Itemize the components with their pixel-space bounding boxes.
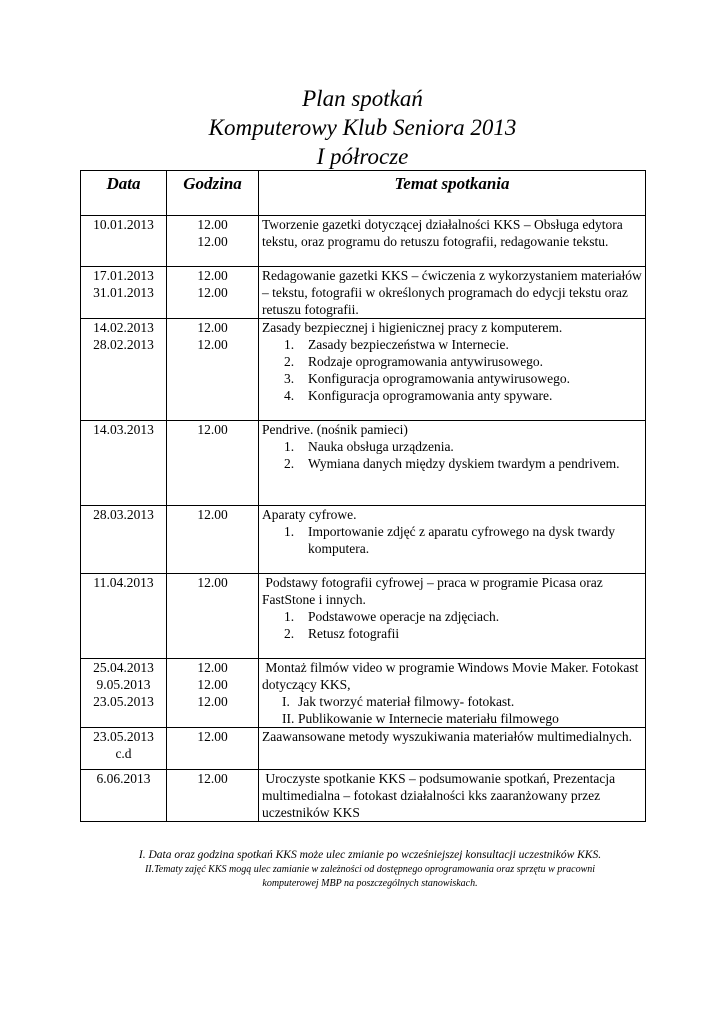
meeting-time: 12.00 — [197, 234, 228, 249]
list-item-number: 1. — [284, 337, 295, 352]
cell-time — [167, 319, 259, 421]
schedule-table — [80, 170, 646, 822]
meeting-time: 12.00 — [197, 320, 228, 335]
meeting-time: 12.00 — [197, 660, 228, 675]
header-topic: Temat spotkania — [259, 171, 646, 216]
title-line-plan: Plan spotkań — [302, 86, 423, 111]
meeting-time: 12.00 — [197, 337, 228, 352]
meeting-date: 14.03.2013 — [93, 422, 154, 437]
footer-note-2b: komputerowej MBP na poszczególnych stanowiskach. — [262, 878, 478, 889]
topic-intro: Uroczyste spotkanie KKS – podsumowanie spotkań, Prezentacja multimedialna – fotokast działalności kks zaaranżowany przez uczestników KKS — [262, 771, 619, 820]
list-item — [262, 523, 642, 557]
table-row — [81, 267, 646, 319]
list-item-number: 2. — [284, 456, 295, 471]
meeting-time: 12.00 — [197, 677, 228, 692]
topic-list — [262, 438, 642, 472]
table-row — [81, 574, 646, 659]
list-item — [262, 693, 642, 710]
list-item-number: 1. — [284, 524, 295, 539]
meeting-date: 23.05.2013 — [93, 694, 154, 709]
list-item-number: 2. — [284, 626, 295, 641]
list-item — [262, 353, 642, 370]
title-line-semester: I półrocze — [316, 144, 409, 169]
list-item-number: II. — [282, 711, 295, 726]
cell-time — [167, 216, 259, 267]
cell-date — [81, 421, 167, 506]
list-item-text: Publikowanie w Internecie materiału filmowego — [298, 711, 559, 726]
list-item-number: 1. — [284, 609, 295, 624]
cell-topic — [259, 506, 646, 574]
cell-time — [167, 659, 259, 728]
cell-topic — [259, 319, 646, 421]
cell-date — [81, 770, 167, 822]
meeting-date: 10.01.2013 — [93, 217, 154, 232]
table-row — [81, 506, 646, 574]
cell-time — [167, 574, 259, 659]
meeting-time: 12.00 — [197, 729, 228, 744]
list-item-text: Rodzaje oprogramowania antywirusowego. — [308, 354, 544, 369]
table-row — [81, 728, 646, 770]
list-item-text: Zasady bezpieczeństwa w Internecie. — [308, 337, 509, 352]
footer-note-2a: II.Tematy zajęć KKS mogą ulec zamianie w zależności od dostępnego oprogramowania oraz sprzętu w pracowni — [144, 864, 596, 875]
meeting-date: c.d — [115, 746, 132, 761]
list-item-text: Podstawowe operacje na zdjęciach. — [308, 609, 500, 624]
header-time: Godzina — [167, 171, 259, 216]
cell-date — [81, 506, 167, 574]
list-item-number: 3. — [284, 371, 295, 386]
cell-time — [167, 770, 259, 822]
topic-list — [262, 608, 642, 642]
list-item — [262, 625, 642, 642]
meeting-date: 14.02.2013 — [93, 320, 154, 335]
meeting-time: 12.00 — [197, 217, 228, 232]
list-item — [262, 336, 642, 353]
cell-date — [81, 267, 167, 319]
topic-list — [262, 336, 642, 404]
meeting-time: 12.00 — [197, 422, 228, 437]
cell-date — [81, 319, 167, 421]
table-row — [81, 216, 646, 267]
list-item-number: 4. — [284, 388, 295, 403]
cell-time — [167, 728, 259, 770]
topic-intro: Pendrive. (nośnik pamieci) — [262, 422, 408, 437]
list-item — [262, 370, 642, 387]
topic-intro: Podstawy fotografii cyfrowej – praca w programie Picasa oraz FastStone i innych. — [262, 575, 607, 607]
list-item-text: Jak tworzyć materiał filmowy- fotokast. — [298, 694, 515, 709]
topic-intro: Redagowanie gazetki KKS – ćwiczenia z wykorzystaniem materiałów – tekstu, fotografii w określonych programach do edycji tekstu oraz retuszu fotografii. — [262, 268, 646, 317]
cell-topic — [259, 421, 646, 506]
meeting-time: 12.00 — [197, 575, 228, 590]
list-item-text: Retusz fotografii — [308, 626, 400, 641]
list-item-text: Konfiguracja oprogramowania antywirusowego. — [308, 371, 571, 386]
cell-topic — [259, 659, 646, 728]
list-item-text: Importowanie zdjęć z aparatu cyfrowego na dysk twardy komputera. — [308, 524, 615, 556]
header-date: Data — [81, 171, 167, 216]
topic-list — [262, 523, 642, 557]
topic-intro: Montaż filmów video w programie Windows Movie Maker. Fotokast dotyczący KKS, — [262, 660, 642, 692]
cell-time — [167, 421, 259, 506]
list-item — [262, 387, 642, 404]
table-header-row — [81, 171, 646, 216]
list-item — [262, 608, 642, 625]
list-item — [262, 438, 642, 455]
title-line-club: Komputerowy Klub Seniora 2013 — [208, 115, 517, 140]
topic-intro: Zasady bezpiecznej i higienicznej pracy z komputerem. — [262, 320, 563, 335]
cell-time — [167, 267, 259, 319]
table-row — [81, 421, 646, 506]
meeting-date: 6.06.2013 — [96, 771, 151, 786]
topic-intro: Zaawansowane metody wyszukiwania materiałów multimedialnych. — [262, 729, 633, 744]
footer-notes — [60, 848, 680, 891]
cell-date — [81, 216, 167, 267]
meeting-date: 11.04.2013 — [93, 575, 154, 590]
meeting-date: 28.02.2013 — [93, 337, 154, 352]
meeting-time: 12.00 — [197, 268, 228, 283]
meeting-date: 9.05.2013 — [96, 677, 151, 692]
table-row — [81, 659, 646, 728]
topic-intro: Aparaty cyfrowe. — [262, 507, 357, 522]
meeting-time: 12.00 — [197, 694, 228, 709]
meeting-date: 25.04.2013 — [93, 660, 154, 675]
cell-topic — [259, 267, 646, 319]
meeting-date: 17.01.2013 — [93, 268, 154, 283]
meeting-time: 12.00 — [197, 285, 228, 300]
meeting-date: 31.01.2013 — [93, 285, 154, 300]
cell-date — [81, 659, 167, 728]
cell-topic — [259, 728, 646, 770]
cell-topic — [259, 216, 646, 267]
list-item-number: I. — [282, 694, 290, 709]
meeting-date: 23.05.2013 — [93, 729, 154, 744]
table-row — [81, 319, 646, 421]
cell-time — [167, 506, 259, 574]
footer-note-1: I. Data oraz godzina spotkań KKS może ulec zmianie po wcześniejszej konsultacji uczestników KKS. — [138, 849, 602, 861]
list-item-text: Konfiguracja oprogramowania anty spyware. — [308, 388, 553, 403]
topic-intro: Tworzenie gazetki dotyczącej działalności KKS – Obsługa edytora tekstu, oraz programu do retuszu fotografii, redagowanie tekstu. — [262, 217, 627, 249]
list-item — [262, 710, 642, 727]
meeting-date: 28.03.2013 — [93, 507, 154, 522]
table-row — [81, 770, 646, 822]
topic-list — [262, 693, 642, 727]
list-item-text: Nauka obsługa urządzenia. — [308, 439, 454, 454]
document-title — [0, 84, 725, 171]
list-item-number: 1. — [284, 439, 295, 454]
list-item-number: 2. — [284, 354, 295, 369]
cell-topic — [259, 574, 646, 659]
cell-date — [81, 574, 167, 659]
meeting-time: 12.00 — [197, 507, 228, 522]
cell-date — [81, 728, 167, 770]
cell-topic — [259, 770, 646, 822]
meeting-time: 12.00 — [197, 771, 228, 786]
list-item-text: Wymiana danych między dyskiem twardym a pendrivem. — [308, 456, 620, 471]
list-item — [262, 455, 642, 472]
